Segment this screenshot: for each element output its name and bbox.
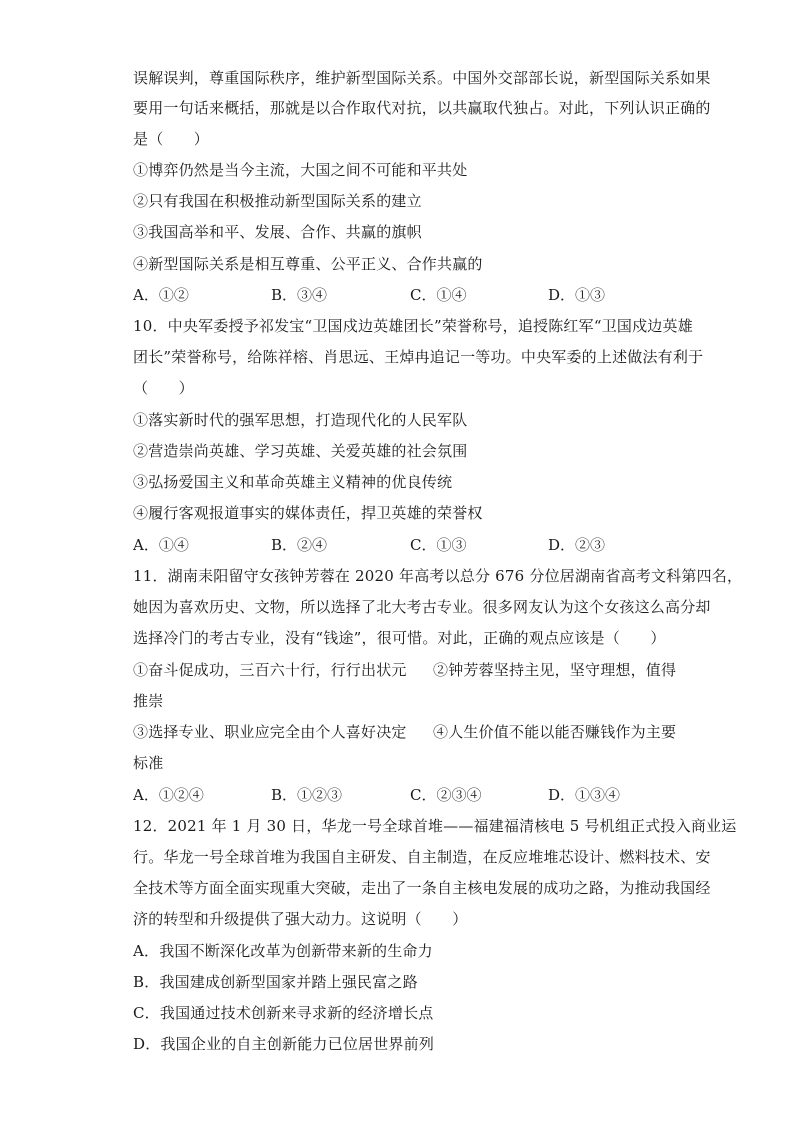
q11-stem-line-3: 选择冷门的考古专业，没有“钱途”，很可惜。对此，正确的观点应该是（ ） (133, 629, 666, 647)
q12-stem-line-2: 行。华龙一号全球首堆为我国自主研发、自主制造，在反应堆堆芯设计、燃料技术、安 (133, 848, 711, 866)
q12-option-a[interactable]: A．我国不断深化改革为创新带来新的生命力 (133, 942, 433, 960)
q10-statement-1: ①落实新时代的强军思想，打造现代化的人民军队 (133, 411, 468, 429)
q10-statement-3: ③弘扬爱国主义和革命英雄主义精神的优良传统 (133, 473, 453, 491)
q11-statement-1: ①奋斗促成功，三百六十行，行行出状元 (133, 661, 407, 679)
q9-statement-3: ③我国高举和平、发展、合作、共赢的旗帜 (133, 223, 422, 241)
q10-option-a[interactable]: A．①④ (133, 536, 189, 554)
q10-stem-line-1: 10．中央军委授予祁发宝“卫国戍边英雄团长”荣誉称号，追授陈红军“卫国戍边英雄 (133, 317, 693, 335)
q12-stem-line-3: 全技术等方面全面实现重大突破，走出了一条自主核电发展的成功之路，为推动我国经 (133, 879, 711, 897)
q11-statement-2: ②钟芳蓉坚持主见，坚守理想，值得 (433, 661, 677, 679)
q12-stem-line-1: 12．2021 年 1 月 30 日，华龙一号全球首堆——福建福清核电 5 号机组正式投入商业运 (133, 817, 737, 835)
q9-stem-line-3: 是（ ） (133, 130, 210, 148)
q10-option-d[interactable]: D．②③ (548, 536, 606, 554)
q12-option-c[interactable]: C．我国通过技术创新来寻求新的经济增长点 (133, 1004, 434, 1022)
q11-statement-4: ④人生价值不能以能否赚钱作为主要 (433, 723, 677, 741)
q12-option-b[interactable]: B．我国建成创新型国家并踏上强民富之路 (133, 973, 418, 991)
q9-statement-1: ①博弈仍然是当今主流，大国之间不可能和平共处 (133, 161, 468, 179)
q11-statement-3: ③选择专业、职业应完全由个人喜好决定 (133, 723, 407, 741)
q11-statement-row-1 (133, 660, 677, 680)
q10-stem-line-2: 团长”荣誉称号，给陈祥榕、肖思远、王焯冉追记一等功。中央军委的上述做法有利于 (133, 348, 704, 366)
q11-option-b[interactable]: B．①②③ (271, 786, 343, 804)
q12-option-d[interactable]: D．我国企业的自主创新能力已位居世界前列 (133, 1035, 435, 1053)
q10-statement-4: ④履行客观报道事实的媒体责任，捍卫英雄的荣誉权 (133, 504, 483, 522)
q9-stem-line-1: 误解误判，尊重国际秩序，维护新型国际关系。中国外交部部长说，新型国际关系如果 (133, 69, 711, 87)
q10-stem-line-3: （ ） (133, 379, 194, 397)
q12-stem-line-4: 济的转型和升级提供了强大动力。这说明（ ） (133, 910, 468, 928)
q10-statement-2: ②营造崇尚英雄、学习英雄、关爱英雄的社会氛围 (133, 442, 468, 460)
q9-option-d[interactable]: D．①③ (548, 286, 606, 304)
q9-statement-4: ④新型国际关系是相互尊重、公平正义、合作共赢的 (133, 255, 483, 273)
q11-statement-2-cont: 推崇 (133, 692, 164, 710)
q10-option-b[interactable]: B．②④ (271, 536, 328, 554)
q9-option-c[interactable]: C．①④ (410, 286, 467, 304)
q11-stem-line-1: 11．湖南耒阳留守女孩钟芳蓉在 2020 年高考以总分 676 分位居湖南省高考文科第四名， (133, 567, 743, 585)
q11-stem-line-2: 她因为喜欢历史、文物，所以选择了北大考古专业。很多网友认为这个女孩这么高分却 (133, 598, 711, 616)
q11-statement-row-2 (133, 722, 677, 742)
q9-option-a[interactable]: A．①② (133, 286, 189, 304)
q10-option-c[interactable]: C．①③ (410, 536, 467, 554)
q11-statement-4-cont: 标准 (133, 754, 164, 772)
q11-option-a[interactable]: A．①②④ (133, 786, 204, 804)
q9-stem-line-2: 要用一句话来概括，那就是以合作取代对抗，以共赢取代独占。对此，下列认识正确的 (133, 99, 711, 117)
q11-option-d[interactable]: D．①③④ (548, 786, 621, 804)
q9-statement-2: ②只有我国在积极推动新型国际关系的建立 (133, 192, 422, 210)
q9-option-b[interactable]: B．③④ (271, 286, 328, 304)
q11-option-c[interactable]: C．②③④ (410, 786, 482, 804)
